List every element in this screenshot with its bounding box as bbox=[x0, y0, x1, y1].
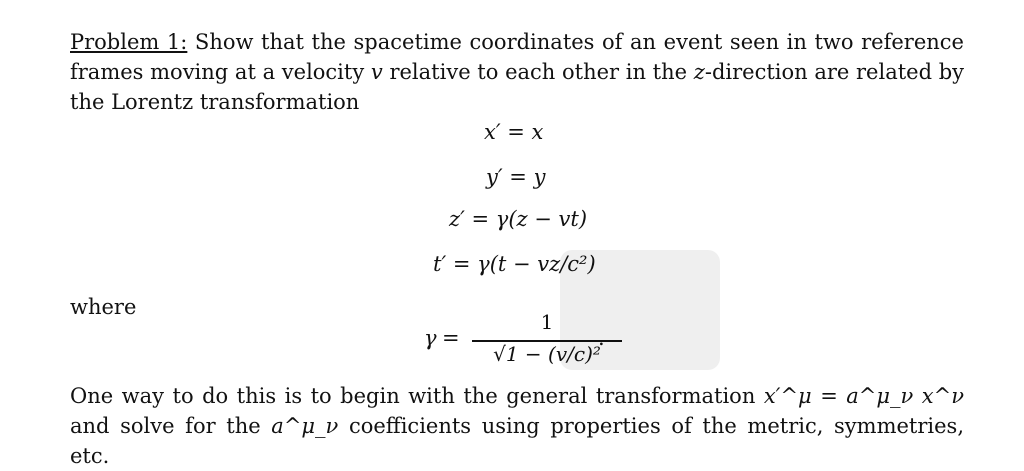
equation-x bbox=[484, 118, 543, 146]
z-symbol: z bbox=[693, 60, 705, 84]
coefficient-symbol: a^μ_ν bbox=[271, 414, 339, 438]
closing-text-3: coefficients using properties of the metric, symmetries, etc. bbox=[70, 414, 964, 468]
problem-label: Problem 1: bbox=[70, 30, 188, 54]
equation-z bbox=[449, 205, 587, 233]
velocity-symbol: v bbox=[370, 60, 383, 84]
fraction-numerator: 1 bbox=[540, 310, 554, 334]
general-transformation-formula: x′^μ = a^μ_ν x^ν bbox=[763, 384, 965, 408]
equation-y bbox=[486, 163, 545, 191]
problem-text-2: relative to each other in the bbox=[382, 60, 694, 84]
gamma-symbol: γ bbox=[424, 326, 437, 350]
sqrt-sign: √ bbox=[493, 342, 506, 366]
gamma-equals: = bbox=[442, 326, 460, 350]
where-text: where bbox=[70, 295, 137, 319]
equation-z-text: z′ = γ(z − vt) bbox=[449, 207, 588, 231]
closing-paragraph bbox=[70, 381, 964, 471]
equation-x-text: x′ = x bbox=[484, 120, 544, 144]
sqrt-body: 1 − (v/c)² bbox=[505, 342, 601, 366]
equation-t-text: t′ = γ(t − vz/c²) bbox=[433, 252, 596, 276]
equation-t bbox=[433, 250, 596, 278]
problem-text-1: Show that the spacetime coordinates of an event seen in two reference frames moving at a velocity bbox=[70, 30, 964, 84]
gamma-trailing-period: . bbox=[598, 326, 605, 350]
closing-text-2: and solve for the bbox=[70, 414, 272, 438]
problem-text-3: -direction are related by the Lorentz transformation bbox=[70, 60, 965, 114]
gamma-definition bbox=[424, 310, 624, 370]
equation-y-text: y′ = y bbox=[486, 165, 546, 189]
closing-text-1: One way to do this is to begin with the general transformation bbox=[70, 384, 764, 408]
problem-statement bbox=[70, 27, 964, 117]
